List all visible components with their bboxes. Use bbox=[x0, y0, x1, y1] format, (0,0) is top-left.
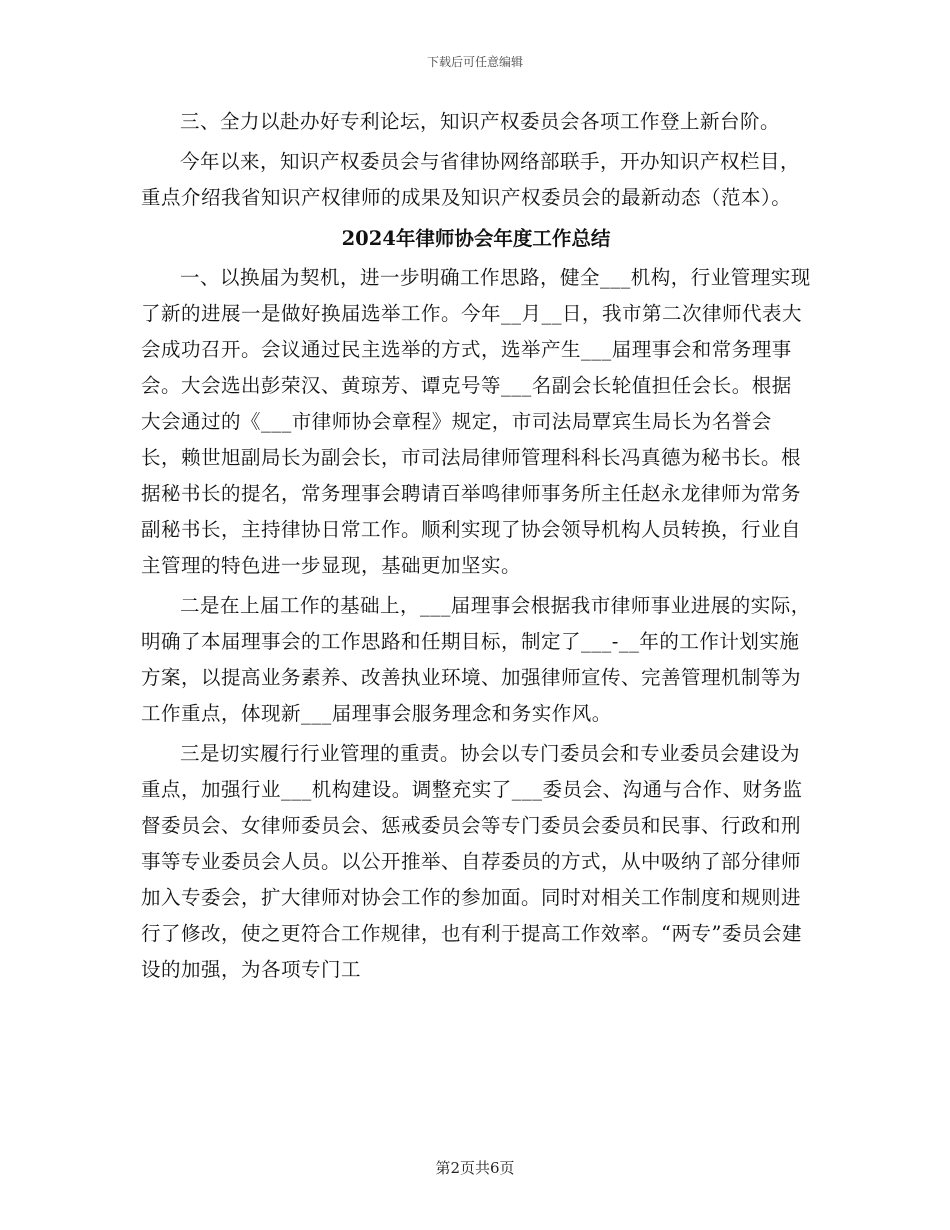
document-title: 2024年律师协会年度工作总结 bbox=[341, 227, 611, 250]
page-header-note: 下载后可任意编辑 bbox=[426, 55, 523, 69]
paragraph-section-three: 三、全力以赴办好专利论坛，知识产权委员会各项工作登上新台阶。 bbox=[180, 110, 781, 133]
page-number: 第2页共6页 bbox=[435, 1159, 515, 1177]
paragraph-work-plan: 二是在上届工作的基础上，___届理事会根据我市律师事业进展的实际，明确了本届理事会的工作思路和任期目标，制定了___-__年的工作计划实施方案，以提高业务素养、改善执业环境、加强律师宣传、完善管理机制等为工作重点，体现新___届理事会服务理念和务实作风。 bbox=[141, 594, 811, 725]
document-body bbox=[141, 104, 811, 992]
paragraph-ip-column: 今年以来，知识产权委员会与省律协网络部联手，开办知识产权栏目，重点介绍我省知识产权律师的成果及知识产权委员会的最新动态（范本）。 bbox=[141, 150, 801, 209]
paragraph-election: 一、以换届为契机，进一步明确工作思路，健全___机构，行业管理实现了新的进展一是做好换届选举工作。今年__月__日，我市第二次律师代表大会成功召开。会议通过民主选举的方式，选举产生___届理事会和常务理事会。大会选出彭荣汉、黄琼芳、谭克号等___名副会长轮值担任会长。根据大会通过的《___市律师协会章程》规定，市司法局覃宾生局长为名誉会长，赖世旭副局长为副会长，市司法局律师管理科科长冯真德为秘书长。根据秘书长的提名，常务理事会聘请百举鸣律师事务所主任赵永龙律师为常务副秘书长，主持律协日常工作。顺利实现了协会领导机构人员转换，行业自主管理的特色进一步显现，基础更加坚实。 bbox=[141, 266, 811, 577]
paragraph-committees: 三是切实履行行业管理的重责。协会以专门委员会和专业委员会建设为重点，加强行业___机构建设。调整充实了___委员会、沟通与合作、财务监督委员会、女律师委员会、惩戒委员会等专门委员会委员和民事、行政和刑事等专业委员会人员。以公开推举、自荐委员的方式，从中吸纳了部分律师加入专委会，扩大律师对协会工作的参加面。同时对相关工作制度和规则进行了修改，使之更符合工作规律，也有利于提高工作效率。“两专”委员会建设的加强，为各项专门工 bbox=[141, 742, 803, 981]
